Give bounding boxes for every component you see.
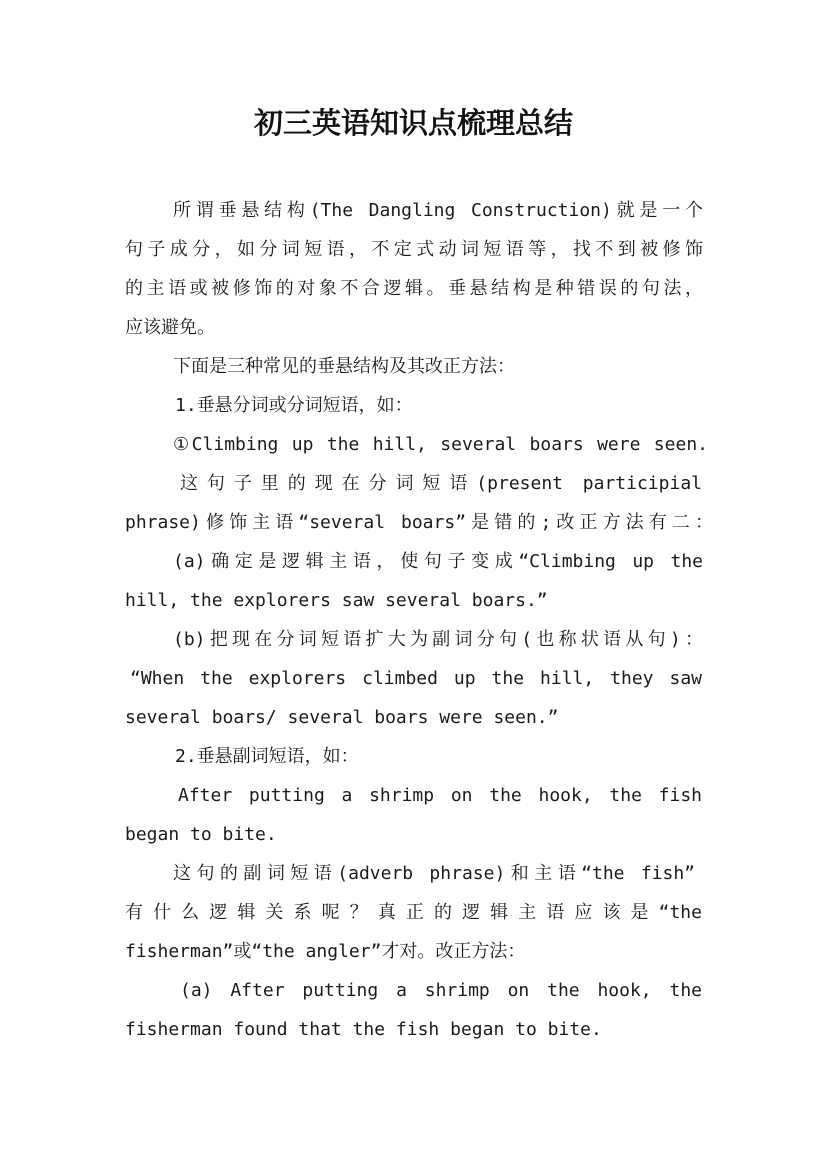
document-title: 初三英语知识点梳理总结 bbox=[253, 106, 573, 140]
paragraph-line-14: several boars/ several boars were seen.” bbox=[125, 707, 559, 728]
paragraph-line-15: 2.垂悬副词短语，如： bbox=[175, 746, 359, 767]
paragraph-line-6: 1.垂悬分词或分词短语，如： bbox=[175, 395, 413, 416]
paragraph-line-5: 下面是三种常见的垂悬结构及其改正方法： bbox=[173, 356, 515, 377]
paragraph-line-4: 应该避免。 bbox=[125, 317, 215, 338]
paragraph-line-10: (a)确定是逻辑主语，使句子变成“Climbing up the bbox=[173, 551, 703, 572]
paragraph-line-3: 的主语或被修饰的对象不合逻辑。垂悬结构是种错误的句法， bbox=[125, 278, 703, 299]
paragraph-line-18: 这句的副词短语(adverb phrase)和主语“the fish” bbox=[173, 863, 695, 884]
paragraph-line-21: (a) After putting a shrimp on the hook, the bbox=[180, 980, 702, 1001]
paragraph-line-12: (b)把现在分词短语扩大为副词分句(也称状语从句)： bbox=[173, 629, 703, 650]
paragraph-line-16: After putting a shrimp on the hook, the fish bbox=[178, 785, 702, 806]
paragraph-line-1: 所谓垂悬结构(The Dangling Construction)就是一个 bbox=[173, 200, 703, 221]
paragraph-line-22: fisherman found that the fish began to bite. bbox=[125, 1019, 602, 1040]
paragraph-line-7: ①Climbing up the hill, several boars were seen. bbox=[173, 434, 708, 455]
paragraph-line-2: 句子成分，如分词短语，不定式动词短语等，找不到被修饰 bbox=[125, 239, 703, 260]
paragraph-line-19: 有什么逻辑关系呢？真正的逻辑主语应该是“the bbox=[125, 902, 702, 923]
paragraph-line-17: began to bite. bbox=[125, 824, 277, 845]
paragraph-line-8: 这句子里的现在分词短语(present participial bbox=[180, 473, 702, 494]
paragraph-line-11: hill, the explorers saw several boars.” bbox=[125, 590, 548, 611]
paragraph-line-20: fisherman”或“the angler”才对。改正方法： bbox=[125, 941, 526, 962]
paragraph-line-13: “When the explorers climbed up the hill, they saw bbox=[130, 668, 702, 689]
paragraph-line-9: phrase)修饰主语“several boars”是错的;改正方法有二： bbox=[125, 512, 713, 533]
